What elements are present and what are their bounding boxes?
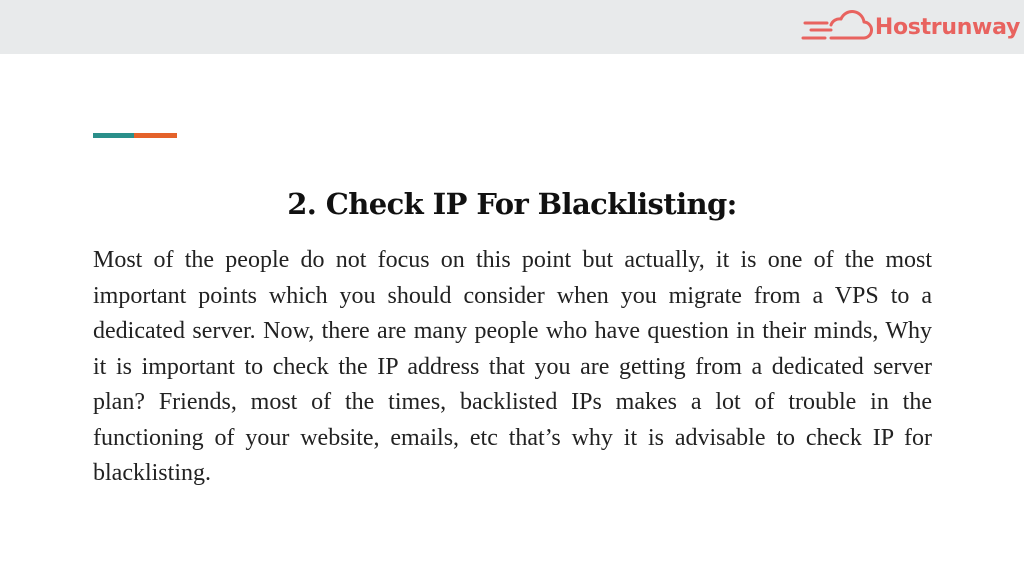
brand-logo[interactable] bbox=[801, 9, 1020, 45]
accent-divider bbox=[93, 133, 177, 138]
accent-orange bbox=[134, 133, 177, 138]
cloud-speed-icon bbox=[801, 9, 873, 45]
logo-text: Hostrunway bbox=[874, 14, 1020, 40]
header-bar bbox=[0, 0, 1024, 54]
accent-teal bbox=[93, 133, 134, 138]
slide-body: Most of the people do not focus on this point but actually, it is one of the most important points which you should consider when you migrate from a VPS to a dedicated server. Now, there are many people who have question in their minds, Why it is important to check the IP address that you are getting from a dedicated server plan? Friends, most of the times, backlisted IPs makes a lot of trouble in the functioning of your website, emails, etc that’s why it is advisable to check IP for blacklisting. bbox=[93, 247, 932, 486]
slide-title: 2. Check IP For Blacklisting: bbox=[287, 187, 737, 221]
